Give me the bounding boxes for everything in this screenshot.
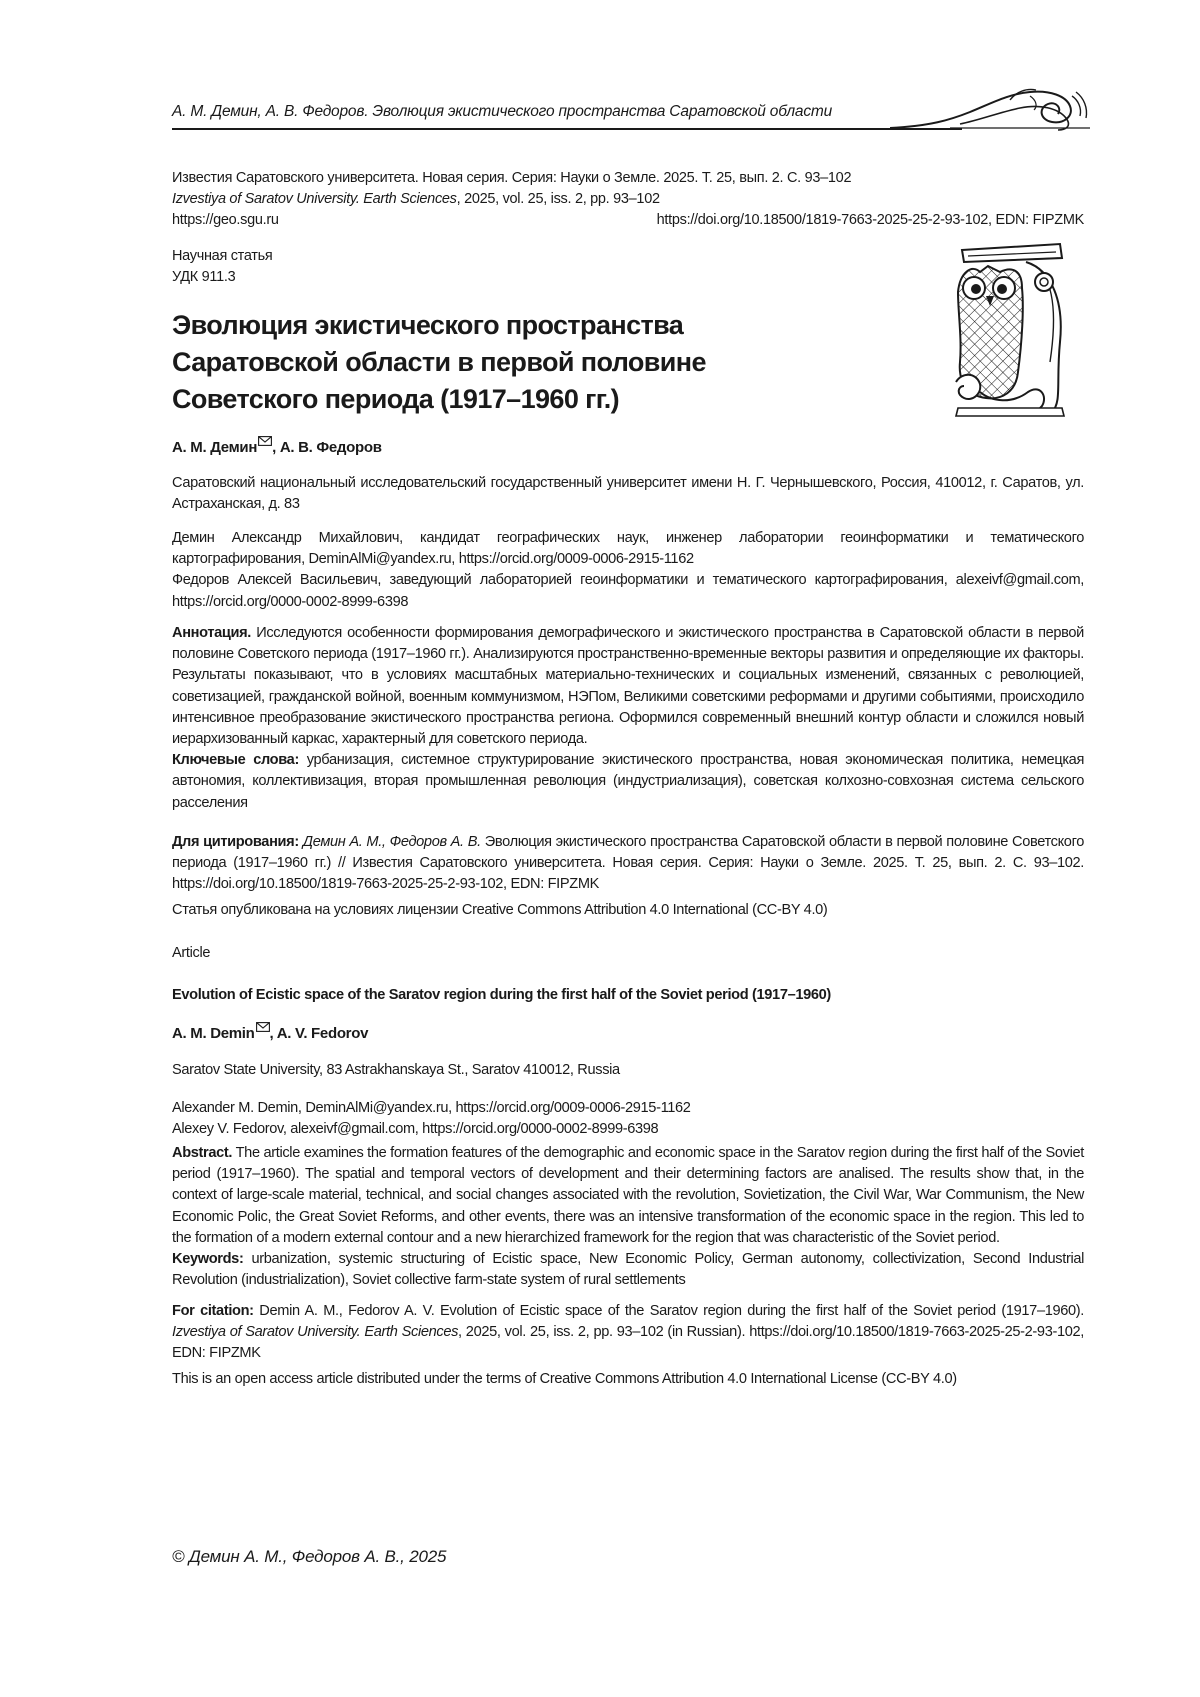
header-rule	[172, 128, 962, 130]
authors-en: A. M. Demin , A. V. Fedorov	[172, 1022, 368, 1042]
udc-code: УДК 911.3	[172, 269, 236, 285]
author-info-fedorov-ru: Федоров Алексей Васильевич, заведующий лабораторией геоинформатики и тематического картографирования, alexeivf@gmail.com, https://orcid.org/0000-0002-8999-6398	[172, 572, 1084, 610]
authors-ru: А. М. Демин , А. В. Федоров	[172, 436, 382, 456]
article-type-ru: Научная статья	[172, 248, 273, 264]
abstract-en-text: The article examines the formation features of the demographic and economic space in the Saratov region during the first half of the Soviet period (1917–1960). The spatial and temporal vectors of development and their determining factors are analised. The results show that, in the context of large-scale material, technical, and social changes associated with the revolution, Sovietization, the Civil War, War Communism, the New Economic Polic, the Great Soviet Reforms, and other events, there was an intensive transformation of the economic space in the region. This led to the formation of a modern external contour and a new hierarchized framework for the region that was characteristic of the Soviet period.	[172, 1145, 1084, 1246]
copyright-footer: © Демин А. М., Федоров А. В., 2025	[172, 1547, 447, 1566]
journal-doi-link[interactable]: https://doi.org/10.18500/1819-7663-2025-25-2-93-102, EDN: FIPZMK	[656, 212, 1084, 228]
citation-en: For citation: Demin A. M., Fedorov A. V. Evolution of Ecistic space of the Saratov region during the first half of the Soviet period (1917–1960). Izvestiya of Saratov University. Earth Sciences, 2025, vol. 25, iss. 2, pp. 93–102 (in Russian). https://doi.org/10.18500/1819-7663-2025-25-2-93-102, EDN: FIPZMK	[172, 1303, 1084, 1362]
author-info-demin-ru: Демин Александр Михайлович, кандидат географических наук, инженер лаборатории геоинформатики и тематического картографирования, DeminAlMi@yandex.ru, https://orcid.org/0009-0006-2915-1162	[172, 530, 1084, 568]
article-title-ru: Эволюция экистического пространства Саратовской области в первой половине Советского периода (1917–1960 гг.)	[172, 310, 706, 414]
journal-line-en: Izvestiya of Saratov University. Earth Sciences, 2025, vol. 25, iss. 2, pp. 93–102	[172, 191, 660, 207]
running-header: А. М. Демин, А. В. Федоров. Эволюция экистического пространства Саратовской области	[172, 103, 833, 120]
article-type-en: Article	[172, 945, 211, 961]
license-ru: Статья опубликована на условиях лицензии Creative Commons Attribution 4.0 International (CC-BY 4.0)	[172, 902, 828, 918]
author-info-demin-en: Alexander M. Demin, DeminAlMi@yandex.ru, https://orcid.org/0009-0006-2915-1162	[172, 1100, 691, 1116]
keywords-ru: Ключевые слова: урбанизация, системное структурирование экистического пространства, новая экономическая политика, немецкая автономия, коллективизация, вторая промышленная революция (индустриализация), советская колхозно-совхозная система сельского расселения	[172, 752, 1084, 811]
abstract-ru	[172, 623, 1084, 814]
owl-emblem-icon	[952, 242, 1070, 417]
citation-ru: Для цитирования: Демин А. М., Федоров А. В. Эволюция экистического пространства Саратовской области в первой половине Советского периода (1917–1960 гг.) // Известия Саратовского университета. Новая серия. Серия: Науки о Земле. 2025. Т. 25, вып. 2. С. 93–102. https://doi.org/10.18500/1819-7663-2025-25-2-93-102, EDN: FIPZMK	[172, 834, 1084, 893]
email-icon[interactable]	[256, 1022, 270, 1032]
journal-info	[172, 168, 1084, 231]
journal-site-link[interactable]: https://geo.sgu.ru	[172, 212, 279, 228]
author-info-en	[172, 1098, 1084, 1140]
affiliation-ru: Саратовский национальный исследовательский государственный университет имени Н. Г. Чернышевского, Россия, 410012, г. Саратов, ул. Астраханская, д. 83	[172, 475, 1084, 513]
abstract-en	[172, 1143, 1084, 1291]
ornament-icon	[890, 86, 1090, 132]
author-info-fedorov-en: Alexey V. Fedorov, alexeivf@gmail.com, https://orcid.org/0000-0002-8999-6398	[172, 1121, 659, 1138]
author-info-ru	[172, 528, 1084, 613]
journal-line-ru: Известия Саратовского университета. Новая серия. Серия: Науки о Земле. 2025. Т. 25, вып. 2. С. 93–102	[172, 170, 852, 186]
license-en: This is an open access article distributed under the terms of Creative Commons Attribution 4.0 International License (CC-BY 4.0)	[172, 1371, 957, 1387]
article-title-en: Evolution of Ecistic space of the Saratov region during the first half of the Soviet period (1917–1960)	[172, 987, 831, 1003]
abstract-en-label: Abstract.	[172, 1145, 233, 1161]
abstract-ru-label: Аннотация.	[172, 625, 251, 641]
abstract-ru-text: Исследуются особенности формирования демографического и экистического пространства в Саратовской области в первой половине Советского периода (1917–1960 гг.). Анализируются пространственно-временные векторы развития и определяющие их факторы. Результаты показывают, что в условиях масштабных материально-технических и социальных изменений, связанных с революцией, советизацией, гражданской войной, военным коммунизмом, НЭПом, Великими советскими реформами и другими событиями, происходило интенсивное преобразование экистического пространства региона. Оформился современный внешний контур области и сложился новый иерархизованный каркас, характерный для советского периода.	[172, 625, 1084, 748]
affiliation-en: Saratov State University, 83 Astrakhanskaya St., Saratov 410012, Russia	[172, 1062, 620, 1078]
email-icon[interactable]	[258, 436, 272, 446]
keywords-en: Keywords: urbanization, systemic structuring of Ecistic space, New Economic Policy, German autonomy, collectivization, Second Industrial Revolution (industrialization), Soviet collective farm-state system of rural settlements	[172, 1251, 1084, 1289]
